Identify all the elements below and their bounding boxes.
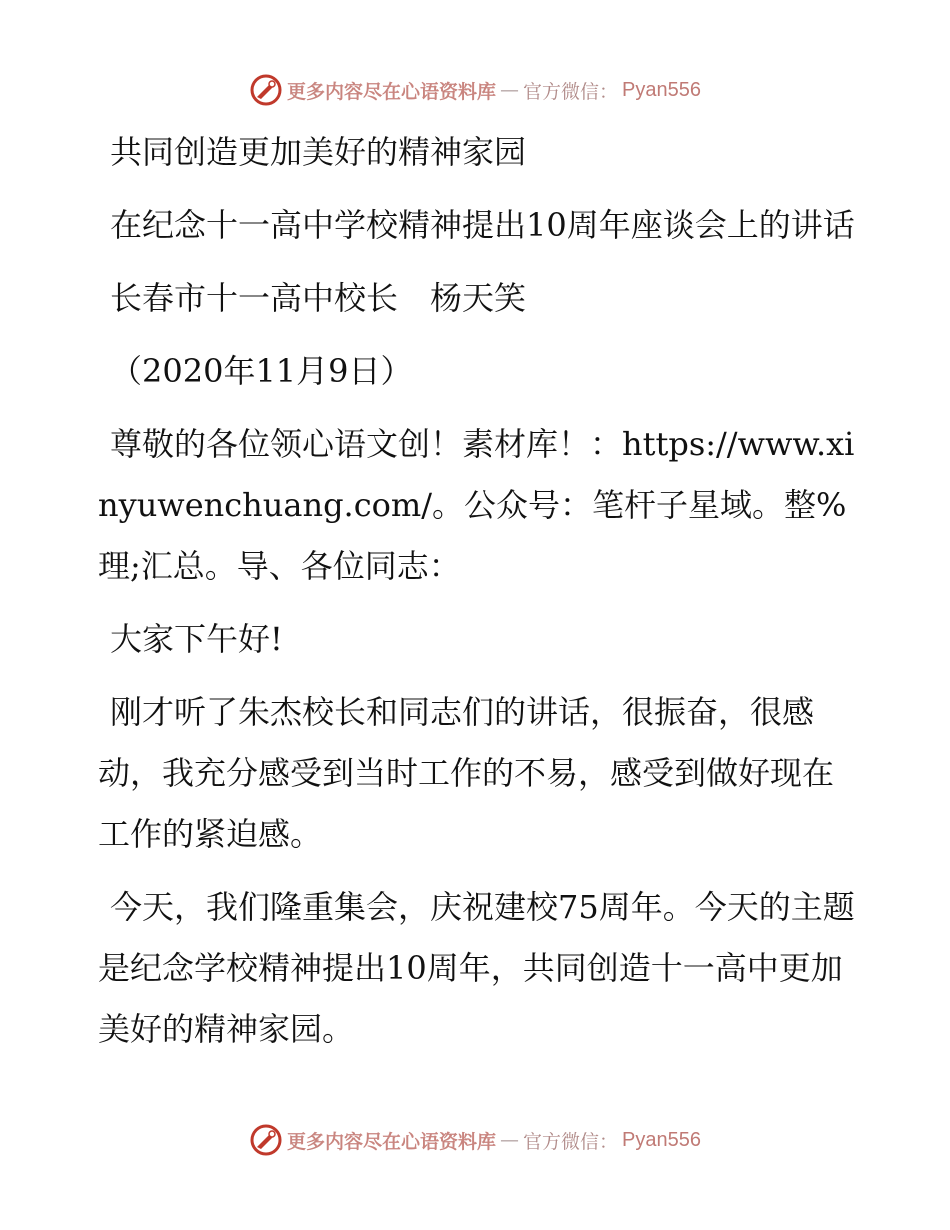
body-paragraph-1: 刚才听了朱杰校长和同志们的讲话，很振奋，很感动，我充分感受到当时工作的不易，感受到做好现在工作的紧迫感。 bbox=[98, 693, 835, 853]
banner-text: 更多内容尽在心语资料库 bbox=[287, 80, 497, 103]
document-subtitle: 在纪念十一高中学校精神提出10周年座谈会上的讲话 bbox=[110, 206, 855, 244]
document-body bbox=[98, 122, 858, 1072]
greeting-paragraph: 尊敬的各位领心语文创！素材库！：https://www.xinyuwenchuang.com/。公众号：笔杆子星域。整%理;汇总。导、各位同志： bbox=[98, 425, 855, 585]
banner-separator: — bbox=[500, 1129, 520, 1151]
banner-separator: — bbox=[500, 79, 520, 101]
brand-logo-icon bbox=[249, 73, 283, 107]
salutation: 大家下午好! bbox=[110, 620, 283, 658]
wechat-label: 官方微信： bbox=[523, 1130, 619, 1153]
banner-text: 更多内容尽在心语资料库 bbox=[287, 1130, 497, 1153]
wechat-id: Pyan556 bbox=[622, 1128, 701, 1151]
brand-logo-icon bbox=[249, 1123, 283, 1157]
footer-banner bbox=[0, 1120, 950, 1160]
document-author: 长春市十一高中校长 杨天笑 bbox=[110, 279, 527, 317]
document-title: 共同创造更加美好的精神家园 bbox=[110, 133, 527, 171]
body-paragraph-2: 今天，我们隆重集会，庆祝建校75周年。今天的主题是纪念学校精神提出10周年，共同创造十一高中更加美好的精神家园。 bbox=[98, 888, 855, 1048]
wechat-label: 官方微信： bbox=[523, 80, 619, 103]
header-banner bbox=[0, 70, 950, 110]
wechat-id: Pyan556 bbox=[622, 78, 701, 101]
document-date: （2020年11月9日） bbox=[110, 352, 413, 390]
